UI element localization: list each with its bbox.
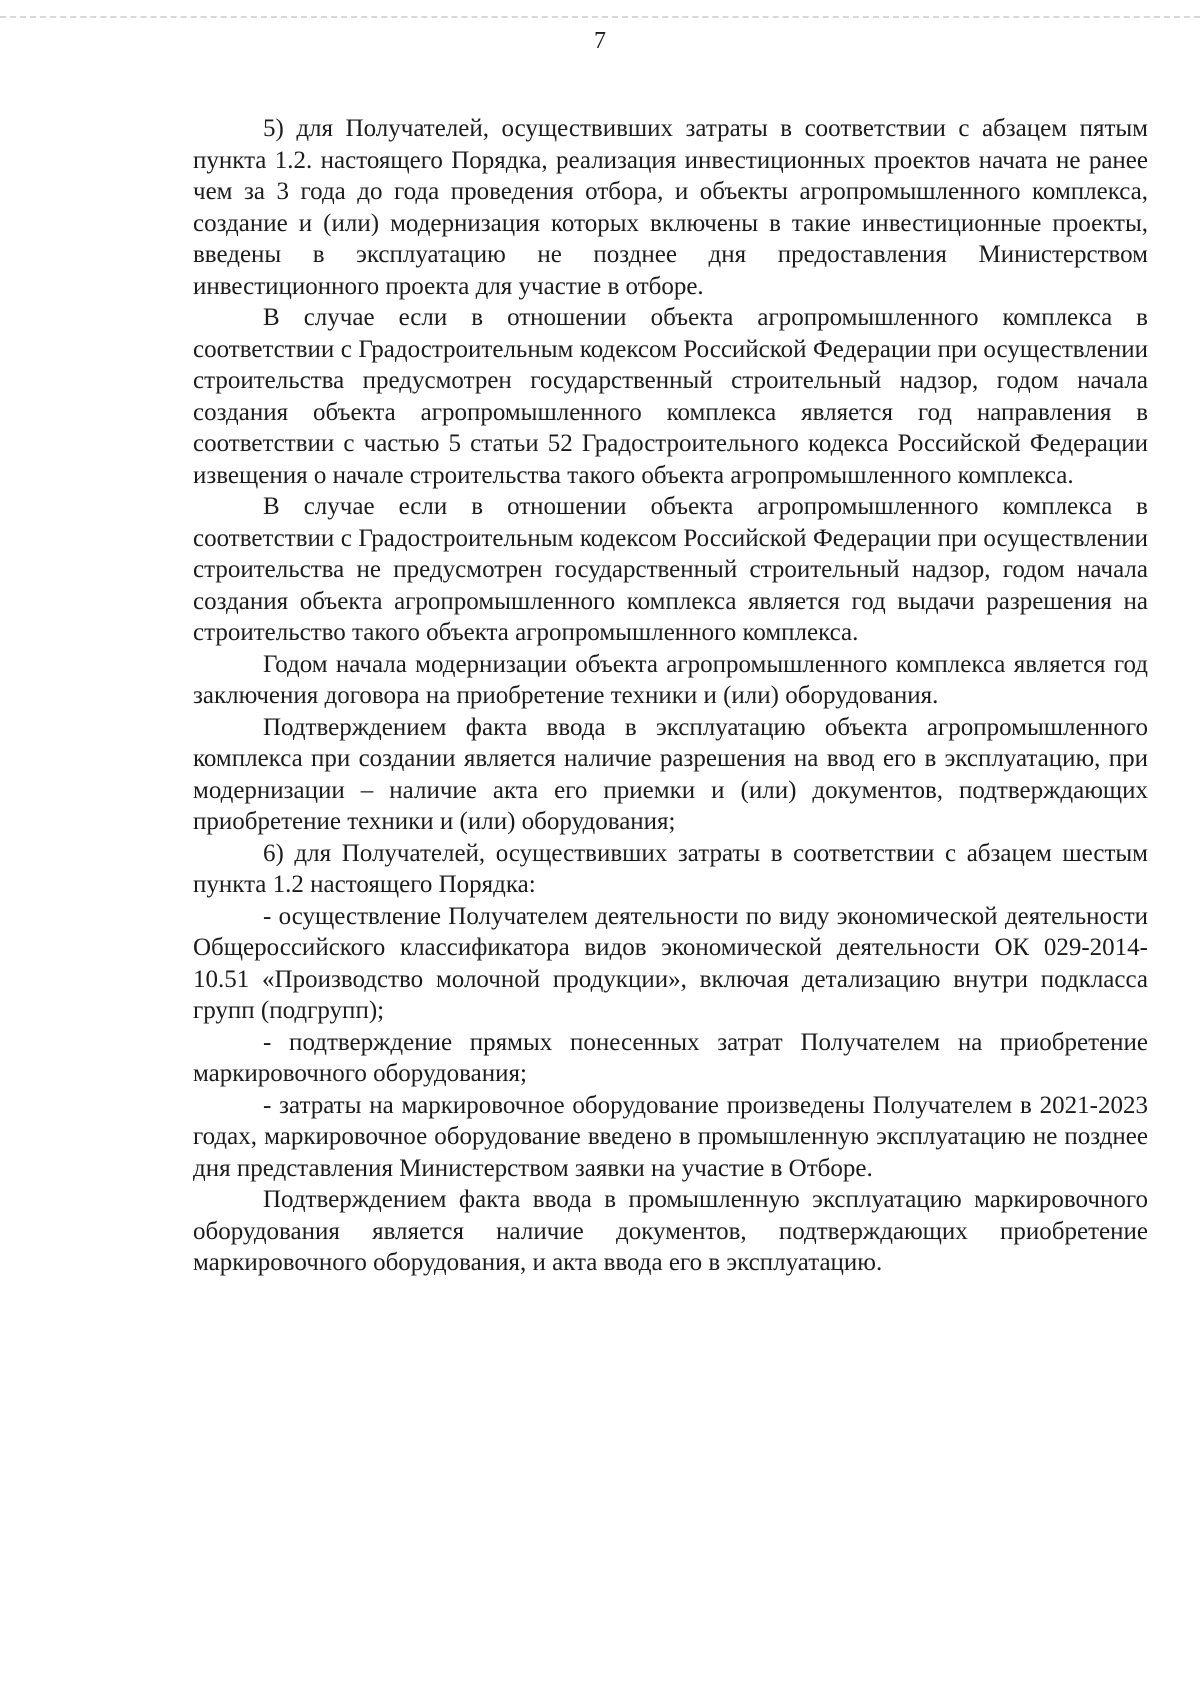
paragraph-marking-commissioning-proof: Подтверждением факта ввода в промышленную эксплуатацию маркировочного оборудования является наличие документов, подтверждающих приобретение маркировочного оборудования, и акта ввода его в эксплуатацию. bbox=[193, 1186, 1148, 1276]
paragraph-item-5: 5) для Получателей, осуществивших затраты в соответствии с абзацем пятым пункта 1.2. настоящего Порядка, реализация инвестиционных проектов начата не ранее чем за 3 года до года проведения отбора, и объекты агропромышленного комплекса, создание и (или) модернизация которых включены в такие инвестиционные проекты, введены в эксплуатацию не позднее дня предоставления Министерством инвестиционного проекта для участие в отборе. bbox=[193, 115, 1148, 300]
page-number: 7 bbox=[594, 28, 606, 54]
document-body bbox=[193, 113, 1148, 1279]
paragraph-construction-supervised: В случае если в отношении объекта агропромышленного комплекса в соответствии с Градостроительным кодексом Российской Федерации при осуществлении строительства предусмотрен государственный строительный надзор, годом начала создания объекта агропромышленного комплекса является год направления в соответствии с частью 5 статьи 52 Градостроительного кодекса Российской Федерации извещения о начале строительства такого объекта агропромышленного комплекса. bbox=[193, 304, 1148, 489]
scan-edge-artifact bbox=[0, 16, 1200, 20]
paragraph-commissioning-proof: Подтверждением факта ввода в эксплуатацию объекта агропромышленного комплекса при создании является наличие разрешения на ввод его в эксплуатацию, при модернизации – наличие акта его приемки и (или) документов, подтверждающих приобретение техники и (или) оборудования; bbox=[193, 713, 1148, 835]
paragraph-okved-activity: - осуществление Получателем деятельности по виду экономической деятельности Общероссийского классификатора видов экономической деятельности ОК 029-2014-10.51 «Производство молочной продукции», включая детализацию внутри подкласса групп (подгрупп); bbox=[193, 902, 1148, 1024]
paragraph-modernization-start: Годом начала модернизации объекта агропромышленного комплекса является год заключения договора на приобретение техники и (или) оборудования. bbox=[193, 650, 1148, 709]
paragraph-direct-costs: - подтверждение прямых понесенных затрат Получателем на приобретение маркировочного оборудования; bbox=[193, 1028, 1148, 1087]
paragraph-item-6: 6) для Получателей, осуществивших затраты в соответствии с абзацем шестым пункта 1.2 настоящего Порядка: bbox=[193, 839, 1148, 898]
paragraph-construction-unsupervised: В случае если в отношении объекта агропромышленного комплекса в соответствии с Градостроительным кодексом Российской Федерации при осуществлении строительства не предусмотрен государственный строительный надзор, годом начала создания объекта агропромышленного комплекса является год выдачи разрешения на строительство такого объекта агропромышленного комплекса. bbox=[193, 493, 1148, 646]
paragraph-marking-equipment-costs: - затраты на маркировочное оборудование произведены Получателем в 2021-2023 годах, маркировочное оборудование введено в промышленную эксплуатацию не позднее дня представления Министерством заявки на участие в Отборе. bbox=[193, 1091, 1148, 1182]
